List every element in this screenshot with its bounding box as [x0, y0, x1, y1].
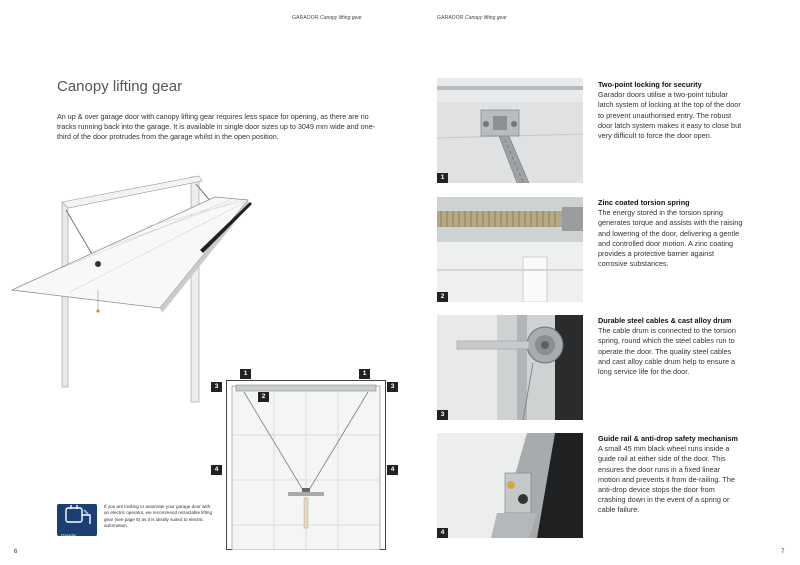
page-title: Canopy lifting gear [57, 78, 183, 95]
plug-icon [57, 504, 97, 528]
automation-note: If you are looking to automate your garage door with an electric operator, we recommend retractable lifting gear (see page 8) as it is ideally suited to electric automation. [104, 504, 213, 529]
automation-badge [57, 504, 97, 536]
diagram-tag: 3 [211, 382, 222, 392]
right-running-header [437, 15, 507, 21]
open-door-illustration [10, 172, 270, 412]
diagram-tag: 4 [211, 465, 222, 475]
photo-number: 1 [437, 173, 448, 183]
section-body: Garador doors utilise a two-point tubular latch system of locking at the top of the door to prevent unauthorised entry. The robust door latch system makes it easy to close but very difficult to force the door open. [598, 90, 742, 141]
photo-number: 4 [437, 528, 448, 538]
diagram-tag: 4 [387, 465, 398, 475]
diagram-tag: 1 [240, 369, 251, 379]
diagram-tag: 3 [387, 382, 398, 392]
diagram-tag: 1 [359, 369, 370, 379]
section-two-point-locking [598, 80, 743, 141]
left-running-header [292, 15, 362, 21]
section-cables-drum [598, 316, 743, 377]
photo-guide-rail [437, 433, 583, 538]
right-page-number: 7 [781, 549, 785, 555]
photo-number: 3 [437, 410, 448, 420]
section-torsion-spring [598, 198, 743, 269]
photo-cable-drum [437, 315, 583, 420]
right-header-brand: GARADOR [437, 15, 464, 21]
photo-torsion-spring [437, 197, 583, 302]
left-header-subtitle: Canopy lifting gear [320, 15, 362, 21]
door-mechanism-diagram [226, 380, 386, 550]
photo-two-point-locking [437, 78, 583, 183]
section-heading: Zinc coated torsion spring [598, 198, 690, 207]
photo-number: 2 [437, 292, 448, 302]
badge-label: Garadry [61, 533, 77, 538]
section-heading: Guide rail & anti-drop safety mechanism [598, 434, 738, 443]
section-guide-rail [598, 434, 743, 516]
section-body: A small 45 mm black wheel runs inside a guide rail at either side of the door. This ensures the door runs in a fixed linear motion and prevents it from de-railing. The anti-drop device stops the door from crashing down in the event of a spring or cable failure. [598, 444, 735, 515]
diagram-tag: 2 [258, 392, 269, 402]
section-heading: Durable steel cables & cast alloy drum [598, 316, 732, 325]
left-page-number: 6 [14, 549, 18, 555]
section-heading: Two-point locking for security [598, 80, 702, 89]
intro-paragraph: An up & over garage door with canopy lifting gear requires less space for opening, as there are no tracks running back into the garage. It is available in single door sizes up to 3049 mm wide and one-third of the door protrudes from the garage whilst in the open position. [57, 112, 376, 141]
section-body: The cable drum is connected to the torsion spring, round which the steel cables run to operate the door. The quality steel cables and cast alloy cable drum help to ensure a long service life for the door. [598, 326, 736, 377]
right-header-subtitle: Canopy lifting gear [465, 15, 507, 21]
section-body: The energy stored in the torsion spring generates torque and assists with the raising and lowering of the door, delivering a gentle and controlled door motion. A zinc coating provides a protective barrier against corrosive substances. [598, 208, 743, 269]
left-header-brand: GARADOR [292, 15, 319, 21]
